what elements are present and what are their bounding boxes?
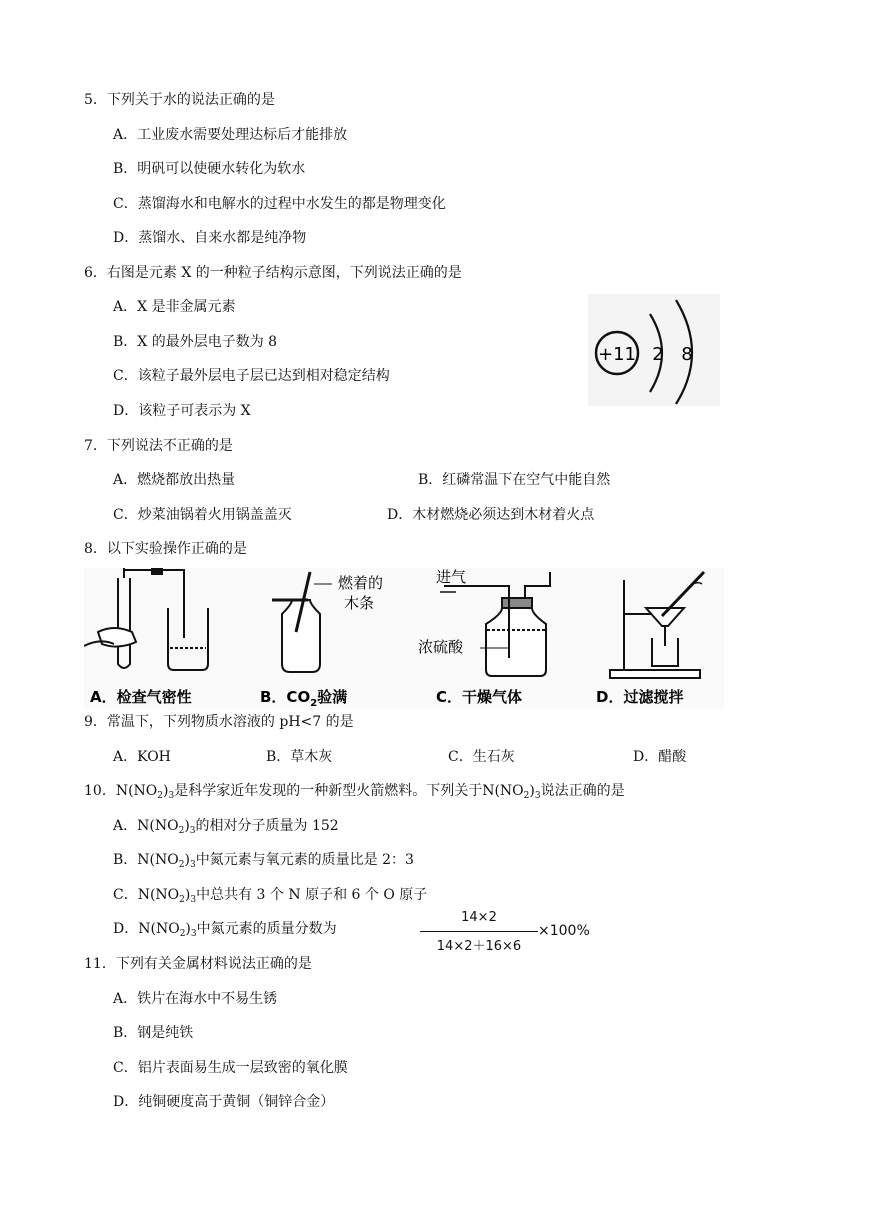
q5-option-d: D．蒸馏水、自来水都是纯净物 [113, 230, 307, 246]
figure-a-caption: A．检查气密性 [90, 688, 192, 706]
q10-option-b: B．$N(NO_2)_3$中氮元素与氧元素的质量比是 2：3 [113, 852, 414, 870]
q11-option-b: B．钢是纯铁 [113, 1025, 194, 1041]
q11-option-c: C．铝片表面易生成一层致密的氧化膜 [113, 1060, 348, 1076]
q10-option-c: C．$N(NO_2)_3$中总共有 3 个 N 原子和 6 个 O 原子 [113, 887, 428, 905]
q6-option-a: A．X 是非金属元素 [113, 299, 236, 315]
fraction-denominator: 14×2＋16×6 [436, 939, 522, 954]
figure-c-inlet-label: 进气 [436, 568, 467, 586]
q7-option-b: B．红磷常温下在空气中能自然 [418, 472, 611, 488]
formula-n-no2-3: $N(NO_2)_3$ [482, 783, 541, 801]
q10-stem: 10．$N(NO_2)_3$是科学家近年发现的一种新型火箭燃料。下列关于$N(NO_2)_3$说法正确的是 [84, 783, 625, 801]
q7-stem: 7．下列说法不正确的是 [84, 438, 233, 454]
q5-option-a: A．工业废水需要处理达标后才能排放 [113, 127, 348, 143]
q8-stem: 8．以下实验操作正确的是 [84, 541, 247, 557]
formula-n-no2-3: $N(NO_2)_3$ [137, 852, 196, 870]
q6-option-b: B．X 的最外层电子数为 8 [113, 334, 278, 350]
figure-c-caption: C．干燥气体 [436, 688, 523, 706]
q10-option-a: A．$N(NO_2)_3$的相对分子质量为 152 [113, 818, 339, 836]
q6-option-d: D．该粒子可表示为 X [113, 403, 251, 419]
q11-option-a: A．铁片在海水中不易生锈 [113, 991, 278, 1007]
formula-n-no2-3: $N(NO_2)_3$ [115, 783, 175, 801]
fraction-bar [420, 931, 538, 932]
q7-option-a: A．燃烧都放出热量 [113, 472, 236, 488]
figure-d-caption: D．过滤搅拌 [596, 688, 684, 706]
q9-option-c: C．生石灰 [448, 749, 515, 765]
mass-fraction-formula [420, 910, 592, 956]
figure-b-note-line2: 木条 [344, 594, 375, 612]
q5-option-c: C．蒸馏海水和电解水的过程中水发生的都是物理变化 [113, 196, 446, 212]
q11-stem: 11．下列有关金属材料说法正确的是 [84, 956, 312, 972]
q10-option-d: D．$N(NO_2)_3$中氮元素的质量分数为 [113, 921, 337, 939]
q7-option-c: C．炒菜油锅着火用锅盖盖灭 [113, 507, 292, 523]
formula-n-no2-3: $N(NO_2)_3$ [138, 921, 197, 939]
q5-option-b: B．明矾可以使硬水转化为软水 [113, 161, 306, 177]
q9-stem: 9．常温下，下列物质水溶液的 pH<7 的是 [84, 714, 354, 730]
shell-1-electrons: 2 [652, 344, 664, 365]
atom-structure-diagram [588, 294, 720, 406]
q11-option-d: D．纯铜硬度高于黄铜（铜锌合金） [113, 1094, 335, 1110]
q5-stem: 5．下列关于水的说法正确的是 [84, 92, 275, 108]
figure-c-acid-label: 浓硫酸 [418, 638, 464, 656]
experiment-figure [84, 568, 724, 710]
q6-option-c: C．该粒子最外层电子层已达到相对稳定结构 [113, 368, 390, 384]
percent-multiplier: ×100% [538, 923, 590, 939]
formula-n-no2-3: $N(NO_2)_3$ [137, 887, 197, 905]
fraction-numerator: 14×2 [461, 910, 497, 925]
q9-option-d: D．醋酸 [633, 749, 687, 765]
nucleus-charge: +11 [598, 344, 636, 365]
formula-n-no2-3: $N(NO_2)_3$ [137, 818, 196, 836]
q9-option-a: A．KOH [113, 749, 171, 765]
q9-option-b: B．草木灰 [266, 749, 333, 765]
shell-2-electrons: 8 [681, 344, 693, 365]
q7-option-d: D．木材燃烧必须达到木材着火点 [387, 507, 595, 523]
q6-stem: 6．右图是元素 X 的一种粒子结构示意图，下列说法正确的是 [84, 265, 462, 281]
figure-b-caption: B．$CO_2$验满 [260, 688, 348, 709]
figure-b-note-line1: 燃着的 [338, 574, 384, 592]
